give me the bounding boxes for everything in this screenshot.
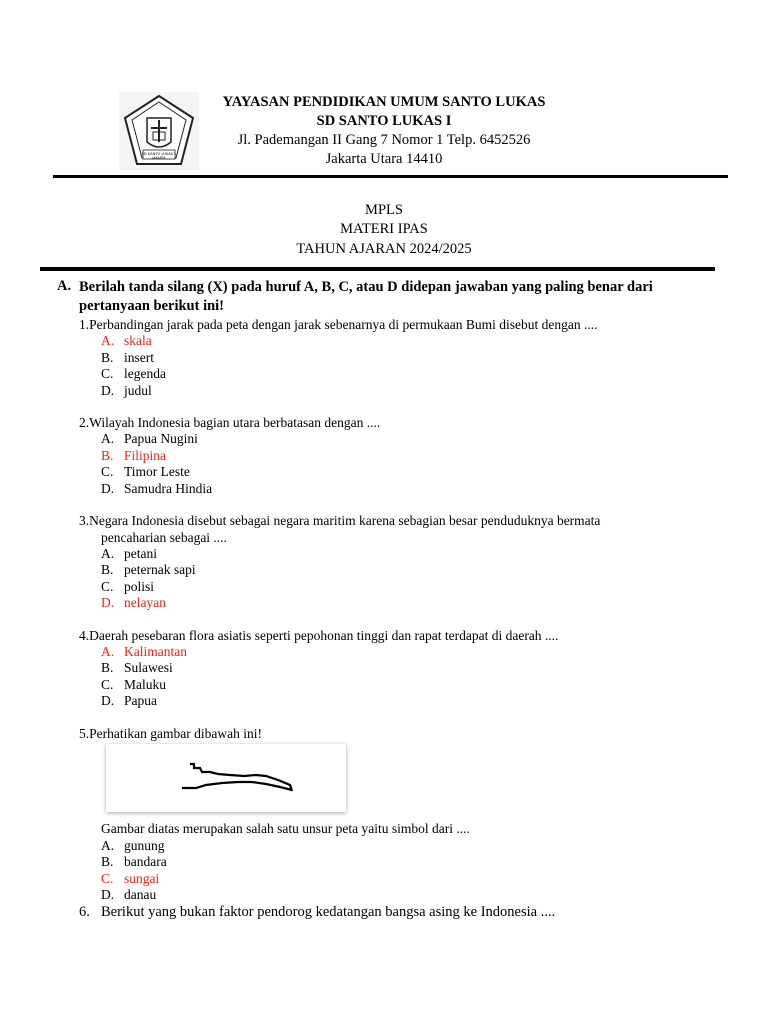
option-letter: D. (101, 383, 115, 398)
question-number: 6. (79, 904, 90, 920)
title-divider (40, 267, 715, 271)
option-text: gunung (124, 838, 165, 853)
option-letter: A. (101, 333, 115, 348)
section-instruction: Berilah tanda silang (X) pada huruf A, B, C, atau D didepan jawaban yang paling benar dari pertanyaan berikut ini! (79, 279, 653, 314)
header-divider (53, 175, 728, 178)
school-logo (119, 92, 199, 170)
option-text: sungai (124, 871, 160, 886)
option-text: Filipina (124, 448, 167, 463)
option-letter: D. (101, 595, 115, 610)
option-text: petani (124, 546, 157, 561)
option-letter: C. (101, 677, 114, 692)
option-text: insert (124, 350, 154, 365)
option-letter: C. (101, 366, 114, 381)
option-letter: A. (101, 838, 115, 853)
option-letter: B. (101, 660, 114, 675)
option-letter: D. (101, 693, 115, 708)
river-symbol-image (106, 744, 346, 812)
school-name: SD SANTO LUKAS I (316, 113, 452, 129)
option-letter: B. (101, 448, 114, 463)
option-text: bandara (124, 854, 167, 869)
option-text: Papua (124, 693, 157, 708)
question-text: Perhatikan gambar dibawah ini! (89, 726, 262, 741)
question-text-continued: pencaharian sebagai .... (101, 530, 227, 545)
logo-text-2: JAKARTA (152, 156, 166, 160)
option-letter: D. (101, 887, 115, 902)
option-letter: A. (101, 546, 115, 561)
doc-title-line2: MATERI IPAS (340, 221, 428, 237)
question-4 (79, 628, 558, 644)
question-2 (79, 415, 380, 431)
section-letter: A. (57, 278, 72, 294)
doc-title-line3: TAHUN AJARAN 2024/2025 (296, 241, 472, 257)
question-sub-text: Gambar diatas merupakan salah satu unsur peta yaitu simbol dari .... (101, 821, 470, 836)
option-letter: D. (101, 481, 115, 496)
option-letter: A. (101, 431, 115, 446)
school-address: Jl. Pademangan II Gang 7 Nomor 1 Telp. 6452526 (237, 132, 531, 148)
option-text: skala (124, 333, 152, 348)
question-5 (79, 726, 262, 742)
river-symbol-icon (106, 744, 346, 812)
question-text: Perbandingan jarak pada peta dengan jarak sebenarnya di permukaan Bumi disebut dengan .... (89, 317, 598, 332)
question-text: Wilayah Indonesia bagian utara berbatasan dengan .... (89, 415, 381, 430)
option-letter: B. (101, 350, 114, 365)
question-3 (79, 513, 600, 529)
option-text: peternak sapi (124, 562, 196, 577)
option-text: polisi (124, 579, 155, 594)
option-letter: B. (101, 854, 114, 869)
option-text: Sulawesi (124, 660, 173, 675)
option-text: Maluku (124, 677, 166, 692)
question-number: 3. (79, 513, 90, 528)
question-number: 2. (79, 415, 90, 430)
question-text: Daerah pesebaran flora asiatis seperti pepohonan tinggi dan rapat terdapat di daerah .... (89, 628, 559, 643)
question-number: 1. (79, 317, 90, 332)
foundation-name: YAYASAN PENDIDIKAN UMUM SANTO LUKAS (222, 94, 546, 110)
option-text: Timor Leste (124, 464, 190, 479)
question-text: Negara Indonesia disebut sebagai negara maritim karena sebagian besar penduduknya bermata (89, 513, 601, 528)
option-letter: C. (101, 871, 114, 886)
option-letter: C. (101, 464, 114, 479)
option-letter: C. (101, 579, 114, 594)
option-text: nelayan (124, 595, 166, 610)
option-text: legenda (124, 366, 166, 381)
option-text: Kalimantan (124, 644, 187, 659)
question-number: 4. (79, 628, 90, 643)
option-letter: A. (101, 644, 115, 659)
option-text: danau (124, 887, 157, 902)
logo-text-1: SD SANTO LUKAS 1 (141, 152, 177, 156)
question-text: Berikut yang bukan faktor pendorog kedatangan bangsa asing ke Indonesia .... (101, 904, 556, 920)
option-text: judul (124, 383, 152, 398)
option-letter: B. (101, 562, 114, 577)
doc-title-line1: MPLS (365, 202, 403, 218)
question-1 (79, 317, 597, 333)
school-city: Jakarta Utara 14410 (325, 151, 443, 167)
option-text: Papua Nugini (124, 431, 198, 446)
option-text: Samudra Hindia (124, 481, 213, 496)
question-number: 5. (79, 726, 90, 741)
